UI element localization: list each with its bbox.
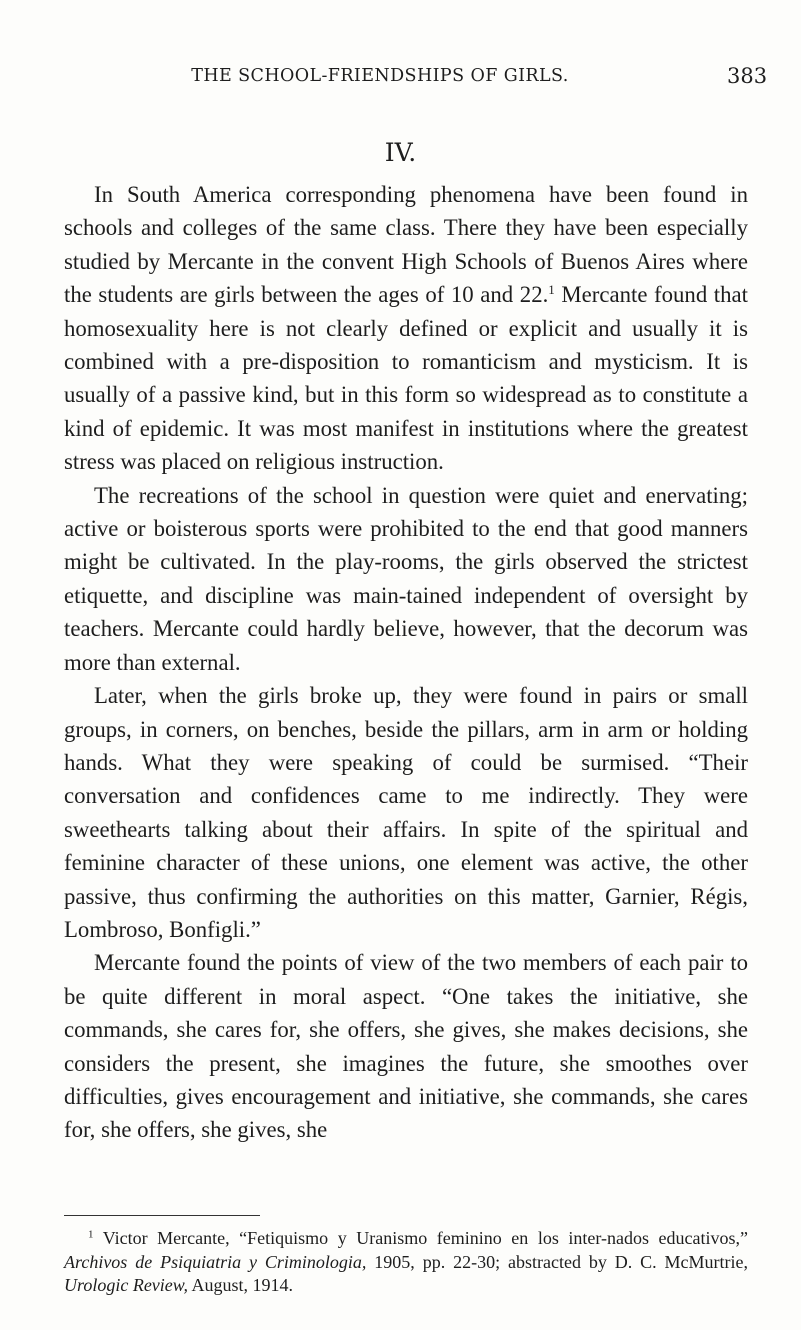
paragraph-1 (64, 178, 748, 479)
body-text (64, 178, 748, 1147)
paragraph-1-text-a: In South America corresponding phenomena have been found in schools and colleges of the same class. There they have been especially studied by Mercante in the convent High Schools of Buenos Aires where the students are girls between the ages of 10 and 22. (64, 182, 748, 308)
paragraph-4: Mercante found the points of view of the two members of each pair to be quite different in moral aspect. “One takes the initiative, she commands, she cares for, she offers, she gives, she makes decisions, she considers the present, she imagines the future, she smoothes over difficulties, gives encouragement and initiative, she commands, she cares for, she offers, she gives, she (64, 950, 748, 1143)
paragraph-3: Later, when the girls broke up, they were found in pairs or small groups, in corners, on benches, beside the pillars, arm in arm or holding hands. What they were speaking of could be surmised. “Their conversation and confidences came to me indirectly. They were sweethearts talking about their affairs. In spite of the spiritual and feminine character of these unions, one element was active, the other passive, thus confirming the authorities on this matter, Garnier, Régis, Lombroso, Bonfigli.” (64, 683, 748, 942)
paragraph-1-text-b: Mercante found that homosexuality here is not clearly defined or explicit and usually it is combined with a pre-disposition to romanticism and mysticism. It is usually of a passive kind, but in this form so widespread as to constitute a kind of epidemic. It was most manifest in institutions where the greatest stress was placed on religious instruction. (64, 282, 748, 475)
paragraph-2: The recreations of the school in question were quiet and enervating; active or boisterous sports were prohibited to the end that good manners might be cultivated. In the play-rooms, the girls observed the strictest etiquette, and discipline was main-tained independent of oversight by teachers. Mercante could hardly believe, however, that the decorum was more than external. (64, 482, 748, 675)
footnote-journal: Archivos de Psiquiatria y Criminologia, (64, 1251, 367, 1272)
footnote-mark: 1 (88, 1228, 94, 1241)
footnote-divider (64, 1215, 260, 1216)
footnote-reference[interactable]: 1 (548, 282, 555, 298)
page-number: 383 (727, 64, 768, 88)
section-heading: IV. (384, 138, 417, 167)
footnote-text-b: 1905, pp. 22-30; abstracted by D. C. McMurtrie, (366, 1251, 748, 1272)
footnote-text-a: Victor Mercante, “Fetiquismo y Uranismo feminino en los inter-nados educativos,” (93, 1228, 748, 1248)
footnote-text-c: August, 1914. (187, 1275, 293, 1295)
footnote-review: Urologic Review, (64, 1275, 188, 1295)
running-head: THE SCHOOL-FRIENDSHIPS OF GIRLS. (191, 66, 569, 86)
footnote (64, 1227, 748, 1298)
